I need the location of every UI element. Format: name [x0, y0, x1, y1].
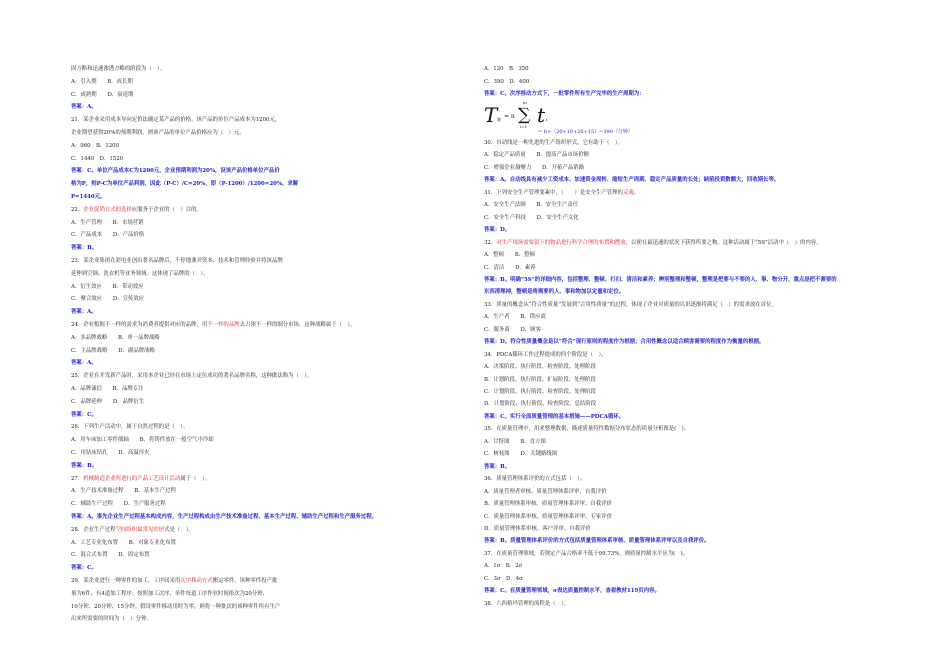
- answer-line: 答案：A。: [71, 309, 97, 316]
- text-line: A．决策阶段、执行阶段、检查阶段、处理阶段: [484, 364, 596, 371]
- answer-line: 答案：B。明确“5S”的详细内容，包括整理、整顿、打扫、清洁和素养；辨别整理和整顿，整理是把要与不要的人、事、物分开，重点是把不需要的: [484, 276, 837, 283]
- answer-line: 答案：D。符合性质量概念是以“符合”现行原则的程度作为根据；合用性概念以适合顾客需要的程度作为衡量的根据。: [484, 339, 765, 346]
- text-line: 量为6件，有4道加工程序；按照加工次序，单件每道工序作业时间依次为20分钟、: [71, 590, 269, 597]
- text-line: 27．机械制造企业所进行的产品工艺设计活动属于（ ）。: [71, 475, 210, 482]
- answer-line: 答案：A。: [71, 360, 97, 367]
- production-cycle-formula: [484, 100, 644, 137]
- formula-t: t: [537, 103, 546, 127]
- answer-line: P=1440元。: [71, 194, 106, 200]
- text-line: 固方略和迅速渗透方略的阶段为（ ）。: [71, 66, 166, 72]
- text-line: C．质量管理体系审核、质量管理体系评审、专家评价: [484, 513, 613, 520]
- text-line: A．引入期 B．成长期: [71, 78, 133, 85]
- answer-line: 答案：C。: [71, 411, 97, 418]
- text-line: C．安全生产科技 D．安全生产文化: [484, 214, 579, 221]
- text-line: 21．某企业采用成本导向定价法确定某产品的价格，该产品的单位产品成本为1200元，: [71, 117, 281, 124]
- text-line: D．计划阶段、执行阶段、检查阶段、总结阶段: [484, 401, 597, 408]
- text-line: 35．在质量管理中，用来整理数据、描述质量特性数据分布状态的质量分析图是( )。: [484, 426, 690, 433]
- answer-line: 答案：B。: [71, 462, 98, 469]
- text-line: A．甘特图 B．直方图: [484, 438, 546, 445]
- text-line: A．多品牌战略 B．单一品牌战略: [71, 334, 160, 341]
- text-line: A．整顿 B．整顿: [484, 252, 535, 259]
- text-line: 出来所需要的时间为（ ）分钟。: [71, 616, 152, 623]
- text-line: 26．下列生产活动中，属于自然过程的是（ ）。: [71, 424, 189, 431]
- text-line: 22．企业促销方式的选择应服务于企业的（ ）目的。: [71, 206, 202, 213]
- formula-T-subscript: 顺: [497, 117, 501, 122]
- text-line: B．计划阶段、执行阶段、扩展阶段、处理阶段: [484, 376, 596, 383]
- text-line: C．主品牌战略 D．副品牌战略: [71, 347, 155, 354]
- text-line: C．聚合效应 D．宣传效应: [71, 296, 145, 303]
- answer-line: 格为P，则P-C为单位产品利润，因此（P-C）/C=20%，即（P-1200）/1200=20%，求解: [71, 181, 299, 188]
- text-line: C．用钻床钻孔 D．高温淬火: [71, 450, 150, 456]
- text-line: A．稳定产品质量 B．提高产品市场价额: [484, 152, 589, 159]
- text-line: 23．某企业集团在彩电业创出著名品牌后，不停地兼并资本、技术和管理经验并将该品牌: [71, 258, 283, 264]
- text-line: C．辅助生产过程 D．生产服务过程: [71, 501, 166, 508]
- text-line: A．120 B．350: [484, 66, 529, 72]
- text-line: A．品牌诚信 B．品牌专注: [71, 386, 144, 392]
- formula-calculation: = 6×（20+10+20+15）=390（分钟）: [538, 129, 633, 135]
- answer-line: 答案：C。单位产品成本C为1200元，企业预期利润为20%，设该产品价格单位产品价: [71, 168, 280, 175]
- text-line: 28．企业生产过程空间组织最常见的形式是（ ）。: [71, 526, 194, 533]
- text-line: A．960 B．1200: [71, 142, 120, 149]
- text-line: C．3σ D．4σ: [484, 575, 523, 582]
- formula-sum-bottom: i=1: [520, 124, 528, 129]
- text-line: A．衍生效应 B．带动效应: [71, 283, 144, 290]
- text-line: C．服务商 D．顾客: [484, 326, 541, 333]
- text-line: A．生产管理 B．市场营销: [71, 219, 144, 226]
- text-line: C．增强企业凝聚力 D．开拓产品销路: [484, 164, 585, 171]
- formula-sum-sign: ∑: [518, 105, 531, 125]
- formula-t-subscript: i: [546, 117, 548, 122]
- text-line: A．用车床加工零件细轴 B．将铸件放在一般空气中冷却: [71, 437, 214, 444]
- answer-line: 答案：B。: [71, 245, 98, 252]
- answer-line: 东西清理掉，整顿是将需要的人、事和物加以定量和定位。: [484, 289, 625, 296]
- text-line: 10分钟、20分钟、15分钟。假设零件移动用时为零，则将一种批次的该种零件所有生产: [71, 603, 281, 610]
- answer-line: 答案：C。次序移动方式下，一批零件所有生产完毕的生产周期为：: [484, 91, 645, 97]
- text-line: C．产品成本 D．产品价格: [71, 232, 145, 239]
- text-line: C．390 D．400: [484, 79, 530, 85]
- answer-line: 答案：B。质量管理体系评价的方式包括质量管理体系审核、质量管理体系评审以及自我评价。: [484, 538, 710, 545]
- text-line: 34．PDCA循环工作过程提成的四个阶段是（ ）。: [484, 351, 607, 358]
- answer-line: 答案：C。实行全面质量管理的基本措施——PDCA循环。: [484, 413, 625, 420]
- answer-line: 答案：A。: [71, 104, 97, 111]
- text-line: 25．企业在开发新产品时，采用本企业已经在市场上定位成功的著名品牌名称，这种做法称为（ ）。: [71, 373, 313, 380]
- text-line: A．安全生产法制 B．安全生产责任: [484, 202, 579, 209]
- answer-line: 答案：D。: [484, 227, 511, 234]
- answer-line: 答案：B。: [484, 463, 511, 470]
- text-line: 29．某企业进行一种零件的加工，工序间采用次序移动方式搬运零件。该种零件投产批: [71, 578, 278, 584]
- text-line: 24．企业根据不一样的需求为消费者提供对应的品牌，用不一样的品牌去占领不一样的细分市场。这种战略属于（ ）。: [71, 322, 356, 328]
- text-line: A．生产技术准备过程 B．基本生产过程: [71, 488, 176, 495]
- text-line: C．品牌延伸 D．品牌衍生: [71, 398, 145, 405]
- text-line: C．1440 D．1520: [71, 155, 124, 162]
- formula-eq-n: = n: [504, 113, 515, 120]
- text-line: C．混合式布置 D．固定布置: [71, 552, 150, 559]
- text-line: 37．在质量管理领域，若规定产品合格率不低于99.73%，则质量控制水平应为( )。: [484, 550, 689, 557]
- text-line: A．生产者 B．供应商: [484, 314, 546, 321]
- text-line: 38．六西格玛管理的流程是（ ）。: [484, 600, 570, 607]
- text-line: 企业期望获得20%的预期利润，则该产品的单位产品价格应为（ ）元。: [71, 130, 245, 136]
- text-line: A．工艺专业化布置 B．对象专业化布置: [71, 539, 176, 546]
- text-line: A．质量管理者审核、质量管理体系评审、自我评价: [484, 488, 607, 495]
- text-line: 30．自动线是一种先进的生产组织形式，它有助于（ ）。: [484, 140, 623, 146]
- text-line: A．1σ B．2σ: [484, 563, 523, 570]
- text-line: C．树枝图 D．关键路线图: [484, 451, 558, 458]
- text-line: C．成熟期 D．衰退期: [71, 91, 134, 98]
- answer-line: 答案：C。: [71, 565, 97, 572]
- text-line: D．质量管理体系审核、客户评审、自我评价: [484, 525, 591, 532]
- text-line: 36．质量管理体系评价的方式包括（ ）。: [484, 476, 586, 483]
- text-line: 32．对生产现场需要留下的物品进行科学合理的布置和摆放，以便在最迅速的状况下获得所要之物，这种活动属于“5S”活动中（ ）的内容。: [484, 239, 822, 246]
- formula-sum-top: m: [523, 100, 527, 105]
- text-line: 31．下列安全生产管理要素中，（ ）是安全生产管理的灵魂。: [484, 189, 640, 196]
- text-line: 延伸到空调、洗衣机等业务领域。这体现了品牌的（ ）。: [71, 270, 209, 277]
- text-line: 33．质量的概念从“符合性质量”发展到“合用性质量”的过程，体现了企业对质量的认识逐渐将满足（ ）的需求放在首位。: [484, 301, 777, 308]
- answer-line: 答案：C。在质量管理领域，σ表达质量控制水平，查看教材119页内容。: [484, 588, 660, 595]
- text-line: B．质量管理体系审核、质量管理体系评审、自我评价: [484, 501, 612, 508]
- text-line: C．计划阶段、执行阶段、检查阶段、处理阶段: [484, 389, 596, 395]
- text-line: C．清洁 D．素养: [484, 264, 536, 271]
- answer-line: 答案：A。事先企业生产过程基本构成内容，生产过程构成由生产技术准备过程、基本生产过程、辅助生产过程和生产服务过程。: [71, 514, 378, 520]
- formula-T: T: [484, 103, 498, 127]
- answer-line: 答案：A。自动线具有减少工资成本、加速资金周转、缩短生产周期、稳定产品质量的长处；缺陷投资数额大，回收期长等。: [484, 177, 780, 184]
